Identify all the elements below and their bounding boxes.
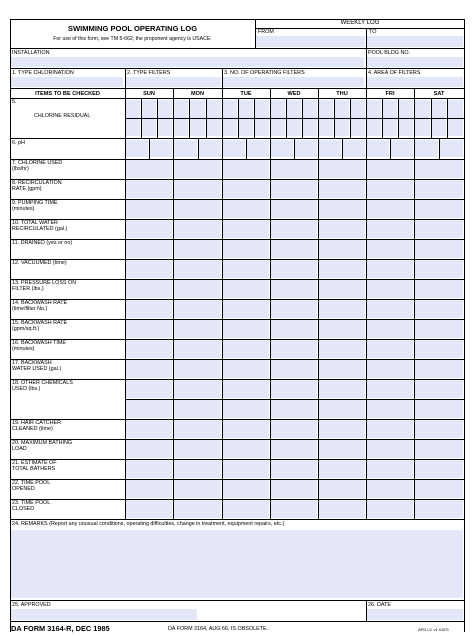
day-header-fri: FRI xyxy=(385,91,395,97)
item-14-sat[interactable] xyxy=(415,300,463,318)
item-label-20: 20. MAXIMUM BATHING LOAD xyxy=(12,440,73,453)
grid-line xyxy=(10,98,464,99)
pool-bldg-label: POOL BLDG NO. xyxy=(368,50,411,56)
item-8-wed[interactable] xyxy=(271,180,317,198)
grid-line xyxy=(294,138,295,159)
item-13-fri[interactable] xyxy=(367,280,413,298)
item-18-fri-a[interactable] xyxy=(367,380,413,398)
grid-line xyxy=(366,600,367,621)
ph-fri-2[interactable] xyxy=(391,140,413,157)
day-header-sun: SUN xyxy=(143,91,155,97)
item-7-tue[interactable] xyxy=(223,160,269,178)
ph-thu-1[interactable] xyxy=(319,140,341,157)
grid-line xyxy=(255,19,256,48)
area-filters-label: 4. AREA OF FILTERS xyxy=(368,70,421,76)
grid-line xyxy=(255,28,464,29)
item-19-wed[interactable] xyxy=(271,420,317,438)
to-label: TO xyxy=(369,29,377,35)
grid-line xyxy=(10,600,464,601)
ph-wed-2[interactable] xyxy=(295,140,317,157)
ph-fri-1[interactable] xyxy=(367,140,389,157)
item-9-wed[interactable] xyxy=(271,200,317,218)
form-number: DA FORM 3164-R, DEC 1985 xyxy=(11,624,110,633)
type-filters-label: 2. TYPE FILTERS xyxy=(127,70,171,76)
ph-sun-1[interactable] xyxy=(126,140,148,157)
item-18-sun-b[interactable] xyxy=(126,400,172,418)
item-7-thu[interactable] xyxy=(319,160,365,178)
item-23-tue[interactable] xyxy=(223,500,269,518)
ph-tue-2[interactable] xyxy=(247,140,269,157)
item-16-wed[interactable] xyxy=(271,340,317,358)
grid-line xyxy=(149,138,150,159)
item-16-sat[interactable] xyxy=(415,340,463,358)
item-17-wed[interactable] xyxy=(271,360,317,378)
item-label-19: 19. HAIR CATCHER CLEANED (time) xyxy=(12,420,62,433)
grid-line xyxy=(390,138,391,159)
item-11-thu[interactable] xyxy=(319,240,365,258)
item-8-thu[interactable] xyxy=(319,180,365,198)
item-16-sun[interactable] xyxy=(126,340,172,358)
ph-mon-1[interactable] xyxy=(174,140,197,157)
grid-line xyxy=(222,68,223,88)
item-12-thu[interactable] xyxy=(319,260,365,278)
item-7-sun[interactable] xyxy=(126,160,172,178)
item-15-tue[interactable] xyxy=(223,320,269,338)
item-7-fri[interactable] xyxy=(367,160,413,178)
item-11-sat[interactable] xyxy=(415,240,463,258)
item-9-sat[interactable] xyxy=(415,200,463,218)
item-11-mon[interactable] xyxy=(174,240,221,258)
item-13-tue[interactable] xyxy=(223,280,269,298)
item-9-mon[interactable] xyxy=(174,200,221,218)
ph-thu-2[interactable] xyxy=(343,140,365,157)
item-8-sun[interactable] xyxy=(126,180,172,198)
item-17-sun[interactable] xyxy=(126,360,172,378)
item-13-sun[interactable] xyxy=(126,280,172,298)
item-19-thu[interactable] xyxy=(319,420,365,438)
item-9-sun[interactable] xyxy=(126,200,172,218)
grid-line xyxy=(10,138,464,139)
item-23-fri[interactable] xyxy=(367,500,413,518)
ph-wed-1[interactable] xyxy=(271,140,293,157)
item-22-fri[interactable] xyxy=(367,480,413,498)
item-18-fri-b[interactable] xyxy=(367,400,413,418)
item-12-wed[interactable] xyxy=(271,260,317,278)
item-23-sun[interactable] xyxy=(126,500,172,518)
item-15-mon[interactable] xyxy=(174,320,221,338)
remarks-field[interactable] xyxy=(11,530,463,598)
item-15-thu[interactable] xyxy=(319,320,365,338)
item-18-mon-b[interactable] xyxy=(174,400,221,418)
item-10-sat[interactable] xyxy=(415,220,463,238)
item-12-sun[interactable] xyxy=(126,260,172,278)
item-label-17: 17. BACKWASH WATER USED (gal.) xyxy=(12,360,62,373)
item-18-sat-a[interactable] xyxy=(415,380,463,398)
obsolete-note: DA FORM 3164, AUG 66, IS OBSOLETE. xyxy=(168,626,269,632)
item-23-thu[interactable] xyxy=(319,500,365,518)
remarks-label: 24. REMARKS (Report any unusual conditions, operating difficulties, change in treatment, equipment repairs, etc.) xyxy=(12,521,285,527)
item-23-sat[interactable] xyxy=(415,500,463,518)
grid-line xyxy=(10,19,464,20)
area-filters-field[interactable] xyxy=(367,77,463,87)
items-header: ITEMS TO BE CHECKED xyxy=(35,91,100,97)
item-10-mon[interactable] xyxy=(174,220,221,238)
item-16-fri[interactable] xyxy=(367,340,413,358)
pool-bldg-field[interactable] xyxy=(367,57,463,67)
item-20-wed[interactable] xyxy=(271,440,317,458)
item-17-mon[interactable] xyxy=(174,360,221,378)
item-7-wed[interactable] xyxy=(271,160,317,178)
item-11-sun[interactable] xyxy=(126,240,172,258)
item-16-thu[interactable] xyxy=(319,340,365,358)
item-22-mon[interactable] xyxy=(174,480,221,498)
item-13-wed[interactable] xyxy=(271,280,317,298)
grid-line xyxy=(366,68,367,88)
item-19-fri[interactable] xyxy=(367,420,413,438)
item-20-fri[interactable] xyxy=(367,440,413,458)
item-15-sun[interactable] xyxy=(126,320,172,338)
item-21-sat[interactable] xyxy=(415,460,463,478)
day-header-mon: MON xyxy=(190,91,205,97)
grid-line xyxy=(318,88,319,519)
weekly-log-label: WEEKLY LOG xyxy=(340,20,380,26)
grid-line xyxy=(10,48,464,49)
item-14-sun[interactable] xyxy=(126,300,172,318)
item-label-21: 21. ESTIMATE OF TOTAL BATHERS xyxy=(12,460,57,473)
item-21-tue[interactable] xyxy=(223,460,269,478)
item-17-thu[interactable] xyxy=(319,360,365,378)
item-19-tue[interactable] xyxy=(223,420,269,438)
grid-line xyxy=(10,621,464,622)
item-14-tue[interactable] xyxy=(223,300,269,318)
form-title: SWIMMING POOL OPERATING LOG xyxy=(67,24,198,33)
item-23-mon[interactable] xyxy=(174,500,221,518)
item-20-tue[interactable] xyxy=(223,440,269,458)
item-18-sat-b[interactable] xyxy=(415,400,463,418)
item-label-9: 9. PUMPING TIME (minutes) xyxy=(12,200,58,213)
item-label-10: 10. TOTAL WATER RECIRCULATED (gal.) xyxy=(12,220,68,233)
item-23-wed[interactable] xyxy=(271,500,317,518)
ph-tue-1[interactable] xyxy=(223,140,245,157)
item-label-18: 18. OTHER CHEMICALS USED (lbs.) xyxy=(12,380,73,393)
item-11-tue[interactable] xyxy=(223,240,269,258)
item-20-thu[interactable] xyxy=(319,440,365,458)
item-22-wed[interactable] xyxy=(271,480,317,498)
item-22-sat[interactable] xyxy=(415,480,463,498)
item-label-14: 14. BACKWASH RATE (time/filter No.) xyxy=(12,300,68,313)
item-label-12: 12. VACUUMED (time) xyxy=(12,260,67,266)
item-10-sun[interactable] xyxy=(126,220,172,238)
item-label-22: 22. TIME POOL OPENED xyxy=(12,480,51,493)
grid-line xyxy=(10,19,11,632)
item6-label: 6. pH xyxy=(12,140,25,146)
date-label: 26. DATE xyxy=(368,602,391,608)
item-22-thu[interactable] xyxy=(319,480,365,498)
item-22-tue[interactable] xyxy=(223,480,269,498)
grid-line xyxy=(125,88,126,519)
item-label-7: 7. CHLORINE USED (lbs/hr) xyxy=(12,160,63,173)
item-17-tue[interactable] xyxy=(223,360,269,378)
item-14-thu[interactable] xyxy=(319,300,365,318)
item-19-sun[interactable] xyxy=(126,420,172,438)
num-filters-label: 3. NO. OF OPERATING FILTERS xyxy=(224,70,305,76)
item-14-wed[interactable] xyxy=(271,300,317,318)
item-21-fri[interactable] xyxy=(367,460,413,478)
item-18-tue-a[interactable] xyxy=(223,380,269,398)
item-17-sat[interactable] xyxy=(415,360,463,378)
item-11-fri[interactable] xyxy=(367,240,413,258)
item-16-tue[interactable] xyxy=(223,340,269,358)
item-8-fri[interactable] xyxy=(367,180,413,198)
day-header-wed: WED xyxy=(287,91,301,97)
grid-line xyxy=(366,88,367,519)
apd-note: APD LC v1.01ES xyxy=(418,627,449,632)
installation-field[interactable] xyxy=(11,57,364,67)
grid-line xyxy=(10,519,464,520)
item-17-fri[interactable] xyxy=(367,360,413,378)
item-12-fri[interactable] xyxy=(367,260,413,278)
grid-line xyxy=(366,28,367,48)
item-15-wed[interactable] xyxy=(271,320,317,338)
item-19-mon[interactable] xyxy=(174,420,221,438)
item-12-mon[interactable] xyxy=(174,260,221,278)
item-18-mon-a[interactable] xyxy=(174,380,221,398)
item-7-mon[interactable] xyxy=(174,160,221,178)
item-label-13: 13. PRESSURE LOSS ON FILTER (lbs.) xyxy=(12,280,77,293)
item-label-16: 16. BACKWASH TIME (minutes) xyxy=(12,340,66,353)
item-label-23: 23. TIME POOL CLOSED xyxy=(12,500,51,513)
ph-mon-2[interactable] xyxy=(199,140,222,157)
type-chlorination-field[interactable] xyxy=(11,77,123,87)
form-subtitle: For use of this form, see TM 5-662; the proponent agency is USACE. xyxy=(53,36,212,42)
item5-label: CHLORINE RESIDUAL xyxy=(34,113,91,119)
type-chlorination-label: 1. TYPE CHLORINATION xyxy=(12,70,74,76)
grid-line xyxy=(222,88,223,519)
item-18-wed-a[interactable] xyxy=(271,380,317,398)
item-label-11: 11. DRAINED (yes or no) xyxy=(12,240,73,246)
item-21-thu[interactable] xyxy=(319,460,365,478)
from-label: FROM xyxy=(258,29,274,35)
item-18-thu-b[interactable] xyxy=(319,400,365,418)
grid-line xyxy=(173,88,174,519)
installation-label: INSTALLATION xyxy=(12,50,50,56)
grid-line xyxy=(10,88,464,89)
item-10-wed[interactable] xyxy=(271,220,317,238)
item-18-tue-b[interactable] xyxy=(223,400,269,418)
ph-sat-1[interactable] xyxy=(415,140,438,157)
item-21-mon[interactable] xyxy=(174,460,221,478)
item-15-fri[interactable] xyxy=(367,320,413,338)
item-label-8: 8. RECIRCULATION RATE (gpm) xyxy=(12,180,62,193)
grid-line xyxy=(198,138,199,159)
date-field[interactable] xyxy=(367,609,463,620)
num-filters-field[interactable] xyxy=(223,77,364,87)
item-22-sun[interactable] xyxy=(126,480,172,498)
item5-number: 5. xyxy=(12,99,17,105)
item-19-sat[interactable] xyxy=(415,420,463,438)
day-header-tue: TUE xyxy=(240,91,252,97)
grid-line xyxy=(366,48,367,68)
from-field[interactable] xyxy=(256,36,365,47)
item-11-wed[interactable] xyxy=(271,240,317,258)
item-13-thu[interactable] xyxy=(319,280,365,298)
item-10-fri[interactable] xyxy=(367,220,413,238)
item-label-15: 15. BACKWASH RATE (gpm/sq.ft.) xyxy=(12,320,68,333)
grid-line xyxy=(342,138,343,159)
ph-sun-2[interactable] xyxy=(150,140,172,157)
grid-line xyxy=(464,19,465,632)
grid-line xyxy=(125,68,126,88)
grid-line xyxy=(10,68,464,69)
item-9-fri[interactable] xyxy=(367,200,413,218)
item-7-sat[interactable] xyxy=(415,160,463,178)
item-16-mon[interactable] xyxy=(174,340,221,358)
grid-line xyxy=(414,88,415,519)
item-21-sun[interactable] xyxy=(126,460,172,478)
item-20-sun[interactable] xyxy=(126,440,172,458)
item-9-tue[interactable] xyxy=(223,200,269,218)
item-18-sun-a[interactable] xyxy=(126,380,172,398)
item-14-fri[interactable] xyxy=(367,300,413,318)
to-field[interactable] xyxy=(367,36,463,47)
grid-line xyxy=(439,138,440,159)
item-12-tue[interactable] xyxy=(223,260,269,278)
item-21-wed[interactable] xyxy=(271,460,317,478)
day-header-sat: SAT xyxy=(433,91,445,97)
item-10-thu[interactable] xyxy=(319,220,365,238)
day-header-thu: THU xyxy=(336,91,348,97)
item-20-mon[interactable] xyxy=(174,440,221,458)
item-9-thu[interactable] xyxy=(319,200,365,218)
item-18-thu-a[interactable] xyxy=(319,380,365,398)
grid-line xyxy=(246,138,247,159)
item-14-mon[interactable] xyxy=(174,300,221,318)
item-10-tue[interactable] xyxy=(223,220,269,238)
item-13-mon[interactable] xyxy=(174,280,221,298)
item-8-tue[interactable] xyxy=(223,180,269,198)
item-12-sat[interactable] xyxy=(415,260,463,278)
item-15-sat[interactable] xyxy=(415,320,463,338)
grid-line xyxy=(270,88,271,519)
item-18-wed-b[interactable] xyxy=(271,400,317,418)
item-13-sat[interactable] xyxy=(415,280,463,298)
approved-field[interactable] xyxy=(11,609,197,620)
item-8-mon[interactable] xyxy=(174,180,221,198)
item-20-sat[interactable] xyxy=(415,440,463,458)
approved-label: 25. APPROVED xyxy=(12,602,51,608)
type-filters-field[interactable] xyxy=(126,77,221,87)
ph-sat-2[interactable] xyxy=(440,140,463,157)
item-8-sat[interactable] xyxy=(415,180,463,198)
